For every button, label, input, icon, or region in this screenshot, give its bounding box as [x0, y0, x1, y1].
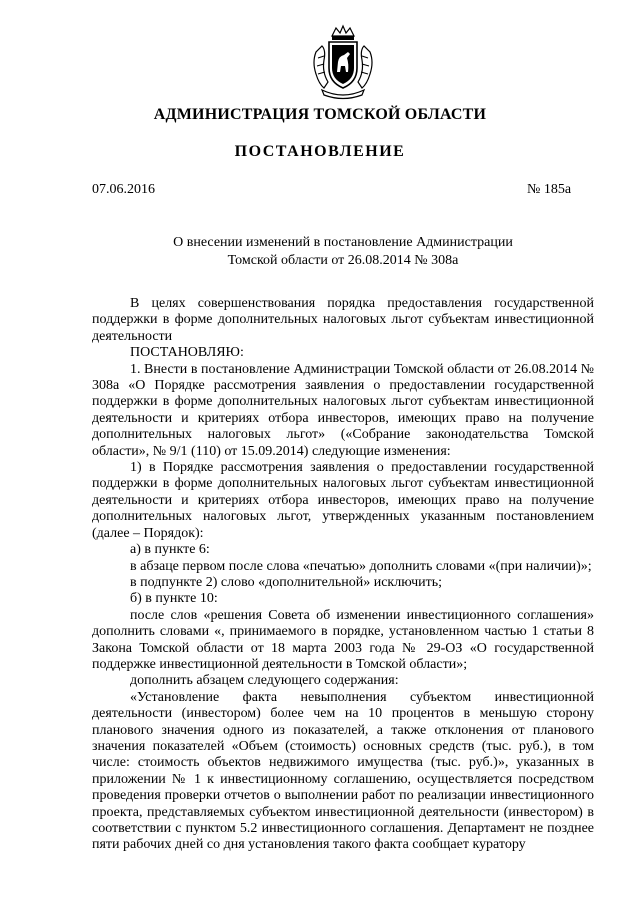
- paragraph-quoted-text: «Установление факта невыполнения субъектом инвестиционной деятельности (инвестором) более чем на 10 процентов в меньшую сторону планового значения одного из показателей, а также отклонения от планового значения показателей «Объем (стоимость) основных средств (тыс. руб.), в том числе: стоимость объектов недвижимого имущества (тыс. руб.)», указанных в приложении № 1 к инвестиционному соглашению, осуществляется посредством проведения проверки отчетов о выполнении работ по реализации инвестиционного проекта, представляемых субъектом инвестиционной деятельности (инвестором) в соответствии с пунктом 5.2 инвестиционного соглашения. Департамент не позднее пяти рабочих дней со дня установления такого факта сообщает куратору: [92, 689, 594, 853]
- paragraph-subitem-a: а) в пункте 6:: [130, 542, 210, 558]
- paragraph-item-1: 1. Внести в постановление Администрации Томской области от 26.08.2014 № 308а «О Порядке рассмотрения заявления о предоставлении государственной поддержки в форме дополнительных налоговых льгот субъектам инвестиционной деятельности и критериях отбора инвесторов, имеющих право на получение дополнительных налоговых льгот» («Собрание законодательства Томской области», № 9/1 (110) от 15.09.2014) следующие изменения:: [92, 361, 594, 459]
- document-number: № 185а: [527, 182, 572, 197]
- tomsk-region-coat-of-arms-icon: [310, 22, 376, 102]
- paragraph-resolve: ПОСТАНОВЛЯЮ:: [130, 345, 244, 361]
- paragraph-subitem-a-2: в подпункте 2) слово «дополнительной» исключить;: [130, 574, 443, 590]
- document-date: 07.06.2016: [92, 182, 155, 197]
- subject-line-2: Томской области от 26.08.2014 № 308а: [227, 253, 459, 268]
- paragraph-subitem-b-2: дополнить абзацем следующего содержания:: [130, 673, 399, 689]
- paragraph-subitem-b: б) в пункте 10:: [130, 591, 218, 607]
- document-subject: [150, 234, 536, 270]
- paragraph-subitem-b-1: после слов «решения Совета об изменении инвестиционного соглашения» дополнить словами «, принимаемого в порядке, установленном частью 1 статьи 8 Закона Томской области от 18 марта 2003 года № 29-ОЗ «О государственной поддержке инвестиционной деятельности в Томской области»;: [92, 607, 594, 672]
- organization-title: АДМИНИСТРАЦИЯ ТОМСКОЙ ОБЛАСТИ: [153, 106, 487, 123]
- document-body: [92, 296, 594, 854]
- paragraph-subitem-a-1: в абзаце первом после слова «печатью» дополнить словами «(при наличии)»;: [130, 558, 592, 574]
- document-type-title: ПОСТАНОВЛЕНИЕ: [234, 143, 406, 160]
- subject-line-1: О внесении изменений в постановление Администрации: [173, 235, 513, 250]
- paragraph-preamble: В целях совершенствования порядка предоставления государственной поддержки в форме дополнительных налоговых льгот субъектам инвестиционной деятельности: [92, 296, 594, 344]
- paragraph-subitem-1: 1) в Порядке рассмотрения заявления о предоставлении государственной поддержки в форме дополнительных налоговых льгот субъектам инвестиционной деятельности и критериях отбора инвесторов, имеющих право на получение дополнительных налоговых льгот, утвержденных указанным постановлением (далее – Порядок):: [92, 460, 594, 541]
